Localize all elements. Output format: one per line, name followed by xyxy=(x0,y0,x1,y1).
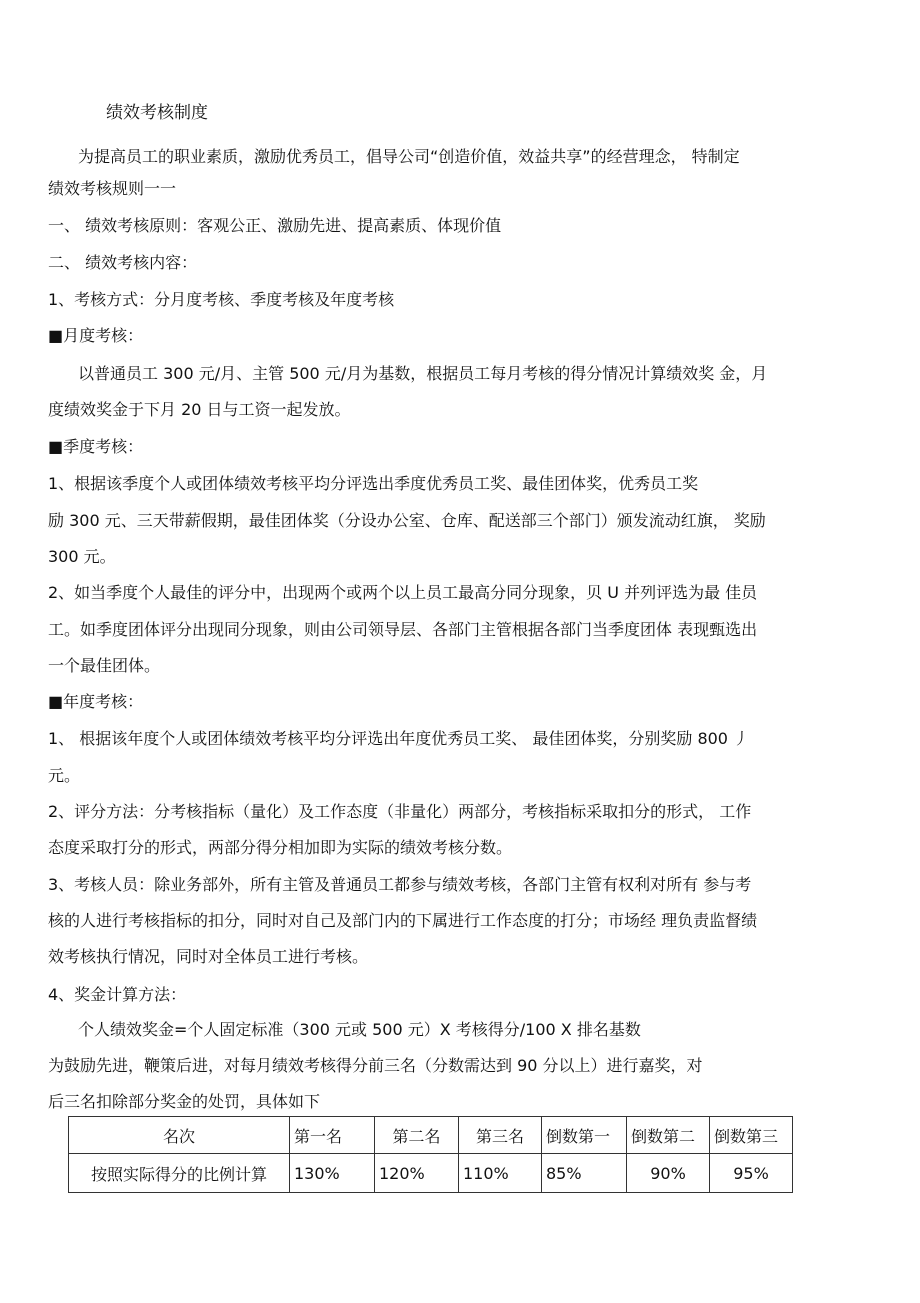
subsection-heading: ■月度考核： xyxy=(48,326,144,345)
table-cell: 85% xyxy=(542,1154,627,1193)
paragraph-line: 核的人进行考核指标的扣分，同时对自己及部门内的下属进行工作态度的打分；市场经 理负责监督绩 xyxy=(48,911,758,930)
ranking-table xyxy=(68,1116,793,1193)
paragraph-line: 3、考核人员：除业务部外，所有主管及普通员工都参与绩效考核，各部门主管有权利对所有 参与考 xyxy=(48,875,752,894)
table-cell: 120% xyxy=(375,1154,459,1193)
paragraph-line: 元。 xyxy=(48,766,81,785)
table-row xyxy=(69,1154,793,1193)
paragraph-line: 后三名扣除部分奖金的处罚，具体如下 xyxy=(48,1092,321,1111)
paragraph-line: 4、奖金计算方法： xyxy=(48,985,187,1004)
subsection-heading: ■年度考核： xyxy=(48,692,144,711)
paragraph-line: 励 300 元、三天带薪假期，最佳团体奖（分设办公室、仓库、配送部三个部门）颁发流动红旗， 奖励 xyxy=(48,511,766,530)
table-cell: 95% xyxy=(710,1154,793,1193)
paragraph-line: 绩效考核规则一一 xyxy=(48,179,177,198)
table-cell: 130% xyxy=(290,1154,375,1193)
paragraph-line: 一个最佳团体。 xyxy=(48,656,161,675)
paragraph-line: 300 元。 xyxy=(48,547,116,566)
paragraph-line: 为鼓励先进，鞭策后进，对每月绩效考核得分前三名（分数需达到 90 分以上）进行嘉奖，对 xyxy=(48,1056,703,1075)
table-cell: 第一名 xyxy=(290,1117,375,1154)
paragraph-line: 工。如季度团体评分出现同分现象，则由公司领导层、各部门主管根据各部门当季度团体 表现甄选出 xyxy=(48,620,758,639)
paragraph-line: 1、 根据该年度个人或团体绩效考核平均分评选出年度优秀员工奖、 最佳团体奖，分别奖励 800 丿 xyxy=(48,729,750,748)
table-cell: 110% xyxy=(459,1154,542,1193)
table-cell: 第二名 xyxy=(375,1117,459,1154)
table-cell: 第三名 xyxy=(459,1117,542,1154)
subsection-heading: ■季度考核： xyxy=(48,437,144,456)
paragraph-line: 为提高员工的职业素质，激励优秀员工，倡导公司“创造价值，效益共享”的经营理念， 特制定 xyxy=(78,147,740,166)
paragraph-line: 2、如当季度个人最佳的评分中，出现两个或两个以上员工最高分同分现象，贝 U 并列评选为最 佳员 xyxy=(48,583,758,602)
paragraph-line: 2、评分方法：分考核指标（量化）及工作态度（非量化）两部分，考核指标采取扣分的形式， 工作 xyxy=(48,802,752,821)
document-title: 绩效考核制度 xyxy=(106,103,208,123)
section-heading: 一、 绩效考核原则：客观公正、激励先进、提高素质、体现价值 xyxy=(48,216,502,235)
table-cell: 90% xyxy=(627,1154,710,1193)
paragraph-line: 态度采取打分的形式，两部分得分相加即为实际的绩效考核分数。 xyxy=(48,838,513,857)
table-cell: 倒数第二 xyxy=(627,1117,710,1154)
paragraph-line: 效考核执行情况，同时对全体员工进行考核。 xyxy=(48,947,369,966)
paragraph-line: 度绩效奖金于下月 20 日与工资一起发放。 xyxy=(48,400,351,419)
paragraph-line: 以普通员工 300 元/月、主管 500 元/月为基数，根据员工每月考核的得分情况计算绩效奖 金，月 xyxy=(78,364,768,383)
table-cell: 名次 xyxy=(69,1117,290,1154)
table-cell: 倒数第三 xyxy=(710,1117,793,1154)
table-cell: 倒数第一 xyxy=(542,1117,627,1154)
section-heading: 二、 绩效考核内容： xyxy=(48,253,198,272)
paragraph-line: 1、考核方式：分月度考核、季度考核及年度考核 xyxy=(48,290,395,309)
table-cell: 按照实际得分的比例计算 xyxy=(69,1154,290,1193)
table-header-row xyxy=(69,1117,793,1154)
formula-line: 个人绩效奖金=个人固定标准（300 元或 500 元）X 考核得分/100 X 排名基数 xyxy=(78,1020,641,1039)
paragraph-line: 1、根据该季度个人或团体绩效考核平均分评选出季度优秀员工奖、最佳团体奖，优秀员工奖 xyxy=(48,474,699,493)
